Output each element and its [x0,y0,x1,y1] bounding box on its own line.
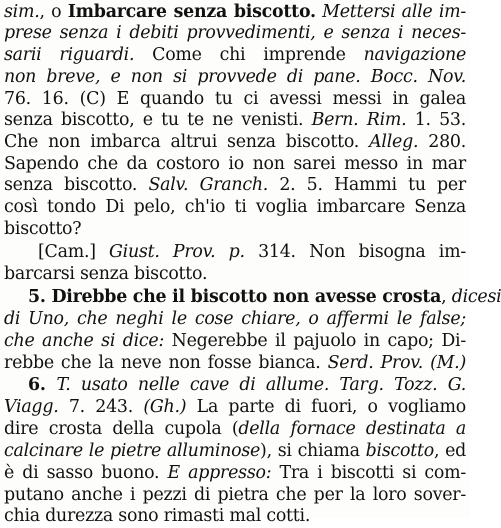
text-line-6 [4,108,466,132]
text-run: non breve, e non si provvede di pane. [4,67,361,87]
text-run: biscotto [365,441,434,461]
text-run: Che non imbarca altrui senza biscotto. [4,132,370,152]
text-run: (M.) [423,353,466,373]
text-run: chia durezza sono rimasti mal cotti. [4,506,311,526]
text-line-24 [4,504,466,528]
text-line-12 [38,240,466,264]
text-run: dicesi [451,287,501,307]
text-run: Tra i biscotti si com- [271,463,467,483]
text-line-18 [28,373,466,397]
text-line-3 [4,43,466,67]
text-run: , o [39,2,68,22]
text-run: 1. 53. [406,110,466,130]
text-run: Bocc. Nov. [370,67,467,87]
text-run: 7. 243. [58,397,144,417]
text-run [361,67,371,87]
text-line-19 [4,395,466,419]
text-line-14 [28,285,501,309]
text-run: putano anche i pezzi di pietra che per la loro sover- [4,485,466,505]
text-run: E appresso: [167,463,272,483]
text-run: , [441,287,452,307]
text-run: sarii riguardi. [4,45,135,65]
text-run: barcarsi senza biscotto. [4,264,208,284]
text-run: Salv. Granch. [148,175,269,195]
text-run: dire crosta della cupola ( [4,419,239,439]
text-line-22 [4,461,466,485]
text-run: senza biscotto, e tu te ne venisti. [4,110,312,130]
text-run: della fornace destinata a [238,419,466,439]
text-run: sim. [4,2,40,22]
text-run: [Cam.] [38,242,110,262]
text-run: senza biscotto. [4,175,149,195]
text-run: (Gh.) [143,397,187,417]
text-line-9 [4,173,466,197]
text-line-2 [4,21,466,45]
text-line-15 [4,307,466,331]
text-run: Bern. Rim. [311,110,407,130]
text-run: Come chi imprende [134,45,364,65]
text-line-10 [4,195,466,219]
text-run: 2. 5. Hammi tu per [268,175,466,195]
text-run: così tondo Di pelo, ch'io ti voglia imbarcare Senza [4,197,466,217]
text-run: biscotto? [4,219,82,239]
text-line-13 [4,262,466,286]
text-run: Giust. Prov. p. [109,242,245,262]
text-run: 5. Direbbe che il biscotto non avesse crosta [28,287,442,307]
text-run: è di sasso buono. [4,463,168,483]
text-run: rebbe che la neve non fosse bianca. [4,353,328,373]
text-line-21 [4,439,466,463]
text-run: Imbarcare senza biscotto. [67,2,316,22]
text-run: di Uno, che neghi le cose chiare, o affermi le false; [4,309,466,329]
text-run: calcinare le pietre alluminose [4,441,261,461]
text-run: Serd. Prov. [327,353,424,373]
text-run: Sapendo che da costoro io non sarei messo in mar [4,154,466,174]
text-run: Mettersi alle im- [315,2,467,22]
text-run: 6. [28,375,57,395]
text-run: ), si chiama [260,441,366,461]
text-run: 280. [418,132,466,152]
text-run: , ed [433,441,466,461]
text-run: La parte di fuori, o vogliamo [186,397,466,417]
text-run: 76. 16. (C) E quando tu ci avessi messi in galea [4,89,466,109]
text-line-11 [4,217,466,241]
text-line-4 [4,65,466,89]
text-line-20 [4,417,466,441]
text-line-17 [4,351,466,375]
text-run: T. usato nelle cave di allume. Targ. Tozz. G. [56,375,466,395]
text-line-16 [4,329,466,353]
text-run: 314. Non bisogna im- [244,242,466,262]
text-run: che anche si dice: [4,331,165,351]
text-run: Negerebbe il pajuolo in capo; Di- [164,331,466,351]
text-run: Viagg. [4,397,59,417]
text-line-7 [4,130,466,154]
text-run: prese senza i debiti provvedimenti, e senza i neces- [4,23,466,43]
text-run: Alleg. [369,132,419,152]
text-run: navigazione [363,45,466,65]
